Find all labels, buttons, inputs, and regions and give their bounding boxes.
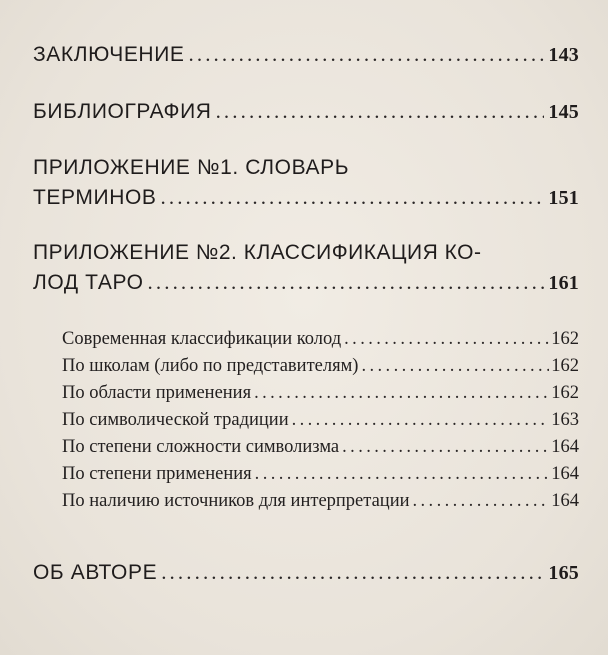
toc-entry-about-author[interactable] xyxy=(33,560,579,585)
dot-leader xyxy=(216,99,545,124)
toc-entry-title: ЗАКЛЮЧЕНИЕ xyxy=(33,43,185,66)
toc-page-number: 161 xyxy=(548,272,579,294)
toc-entry-appendix1[interactable] xyxy=(33,185,579,210)
toc-subentry-title: Современная классификации колод xyxy=(62,329,342,349)
dot-leader xyxy=(161,185,545,210)
toc-page-number: 164 xyxy=(551,437,579,457)
toc-subentry[interactable] xyxy=(62,410,579,431)
dot-leader xyxy=(292,410,550,431)
toc-page-number: 145 xyxy=(548,101,579,123)
toc-page-number: 165 xyxy=(548,562,579,584)
toc-entry-conclusion[interactable] xyxy=(33,42,579,67)
toc-page-number: 151 xyxy=(548,187,579,209)
dot-leader xyxy=(342,437,549,458)
toc-subentry[interactable] xyxy=(62,491,579,512)
dot-leader xyxy=(361,356,549,377)
dot-leader xyxy=(255,464,550,485)
toc-entry-title: БИБЛИОГРАФИЯ xyxy=(33,100,212,123)
dot-leader xyxy=(254,383,549,404)
toc-entry-appendix1-line1[interactable]: ПРИЛОЖЕНИЕ №1. СЛОВАРЬ xyxy=(33,156,350,179)
dot-leader xyxy=(189,42,545,67)
dot-leader xyxy=(161,560,544,585)
toc-page-number: 164 xyxy=(551,464,579,484)
toc-page-number: 143 xyxy=(548,44,579,66)
toc-page-number: 163 xyxy=(551,410,579,430)
toc-subentry-title: По школам (либо по представителям) xyxy=(62,356,359,376)
toc-subentry[interactable] xyxy=(62,437,579,458)
toc-subentry-title: По области применения xyxy=(62,383,252,403)
toc-subentry-title: По символической традиции xyxy=(62,410,289,430)
toc-subentry-title: По степени применения xyxy=(62,464,252,484)
toc-entry-appendix2[interactable] xyxy=(33,270,579,295)
dot-leader xyxy=(413,491,550,512)
toc-subentry-title: По наличию источников для интерпретации xyxy=(62,491,410,511)
toc-subentry[interactable] xyxy=(62,464,579,485)
toc-entry-bibliography[interactable] xyxy=(33,99,579,124)
toc-entry-title: ОБ АВТОРЕ xyxy=(33,561,158,584)
toc-entry-title: ЛОД ТАРО xyxy=(33,271,144,294)
toc-page-number: 162 xyxy=(551,329,579,349)
toc-subentry[interactable] xyxy=(62,356,579,377)
toc-subentry-title: По степени сложности символизма xyxy=(62,437,340,457)
dot-leader xyxy=(344,329,549,350)
toc-entry-title: ТЕРМИНОВ xyxy=(33,186,157,209)
dot-leader xyxy=(148,270,545,295)
toc-subentry[interactable] xyxy=(62,329,579,350)
toc-page-number: 162 xyxy=(551,356,579,376)
toc-entry-appendix2-line1[interactable]: ПРИЛОЖЕНИЕ №2. КЛАССИФИКАЦИЯ КО- xyxy=(33,241,482,264)
toc-page-number: 164 xyxy=(551,491,579,511)
toc-subentry[interactable] xyxy=(62,383,579,404)
toc-page-number: 162 xyxy=(551,383,579,403)
